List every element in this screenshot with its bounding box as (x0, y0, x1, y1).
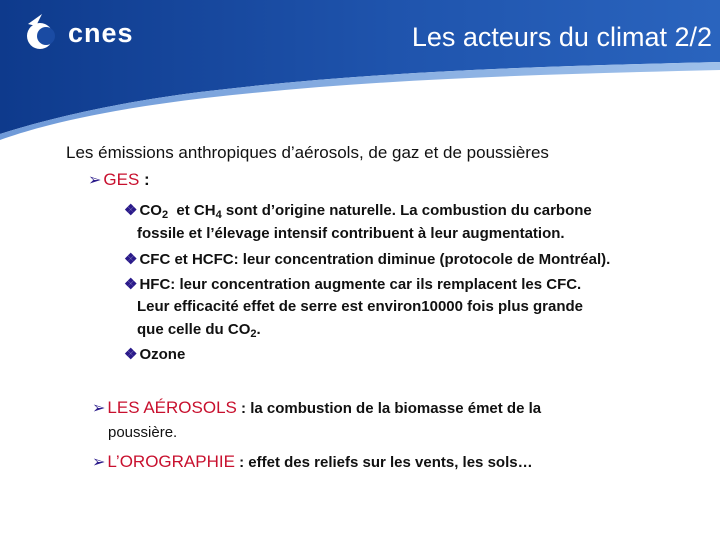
co2-rest-text: sont d’origine naturelle. La combustion du carbone (221, 202, 592, 219)
co2-subscript: 2 (161, 209, 169, 221)
logo-text: cnes (68, 18, 134, 48)
aerosols-label: LES AÉROSOLS (107, 398, 237, 417)
ges-heading (88, 170, 150, 190)
orographie-text: : effet des reliefs sur les vents, les sols… (234, 454, 533, 471)
aerosols-text: : la combustion de la biomasse émet de la (236, 400, 542, 417)
intro-text: Les émissions anthropiques d’aérosols, de gaz et de poussières (66, 143, 549, 162)
ges-item-cfc (124, 250, 610, 268)
ch4-subscript: 4 (215, 209, 222, 221)
aerosols-heading (92, 398, 541, 418)
ges-item-ozone (124, 345, 185, 363)
diamond-bullet-icon: ❖ (124, 251, 138, 268)
diamond-bullet-icon: ❖ (124, 276, 138, 293)
ges-colon: : (139, 170, 150, 189)
hfc-text: HFC: leur concentration augmente car ils remplacent les CFC. (139, 276, 582, 293)
co2-text: CO (139, 202, 162, 219)
ges-item-co2 (124, 201, 592, 221)
slide-title: Les acteurs du climat 2/2 (411, 22, 712, 52)
aerosols-text-line2: poussière. (108, 424, 178, 441)
orographie-heading (92, 452, 533, 472)
diamond-bullet-icon: ❖ (124, 346, 138, 363)
arrow-bullet-icon: ➢ (92, 454, 106, 471)
hfc-line3-text: que celle du CO (137, 321, 251, 338)
diamond-bullet-icon: ❖ (124, 202, 138, 219)
cfc-text: CFC et HCFC: leur concentration diminue (protocole de Montréal). (139, 251, 611, 268)
co2-subscript: 2 (250, 328, 257, 340)
ges-label: GES (103, 170, 140, 189)
arrow-bullet-icon: ➢ (92, 400, 106, 417)
ch4-text: et CH (168, 202, 216, 219)
ges-item-hfc-line2: Leur efficacité effet de serre est environ10000 fois plus grande (137, 298, 584, 315)
ozone-text: Ozone (139, 346, 186, 363)
arrow-bullet-icon: ➢ (88, 172, 102, 189)
hfc-line3-period: . (256, 321, 261, 338)
ges-item-hfc-line3 (137, 321, 261, 340)
ges-item-co2-line2: fossile et l’élevage intensif contribuent à leur augmentation. (137, 225, 565, 242)
orographie-label: L’OROGRAPHIE (107, 452, 235, 471)
ges-item-hfc (124, 275, 581, 293)
